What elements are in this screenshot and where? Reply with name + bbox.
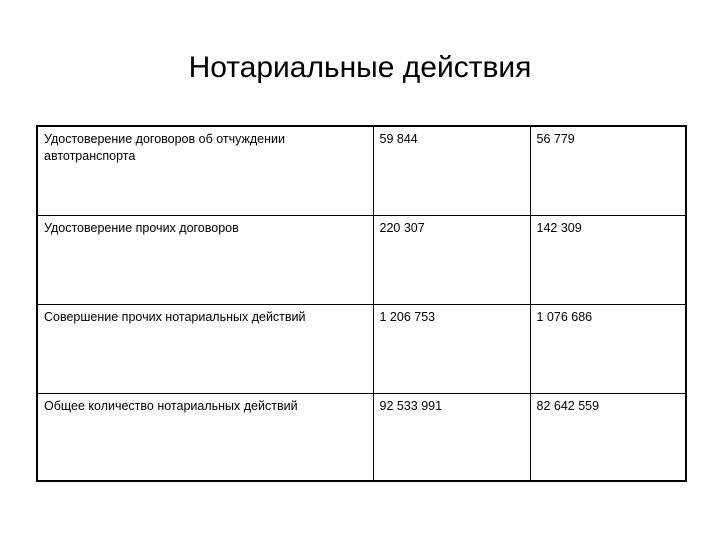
value-cell-1: 92 533 991: [373, 393, 530, 481]
row-label: Удостоверение прочих договоров: [37, 215, 373, 304]
value-cell-1: 220 307: [373, 215, 530, 304]
table-row: [37, 393, 686, 481]
value-cell-2: 142 309: [530, 215, 686, 304]
table-row: [37, 215, 686, 304]
value-cell-2: 1 076 686: [530, 304, 686, 393]
table-row: [37, 126, 686, 215]
value-cell-2: 56 779: [530, 126, 686, 215]
value-cell-2: 82 642 559: [530, 393, 686, 481]
row-label: Совершение прочих нотариальных действий: [37, 304, 373, 393]
value-cell-1: 1 206 753: [373, 304, 530, 393]
notarial-actions-table: [36, 125, 687, 482]
row-label: Удостоверение договоров об отчуждении автотранспорта: [37, 126, 373, 215]
table-row: [37, 304, 686, 393]
page-title: Нотариальные действия: [188, 51, 532, 84]
row-label: Общее количество нотариальных действий: [37, 393, 373, 481]
value-cell-1: 59 844: [373, 126, 530, 215]
